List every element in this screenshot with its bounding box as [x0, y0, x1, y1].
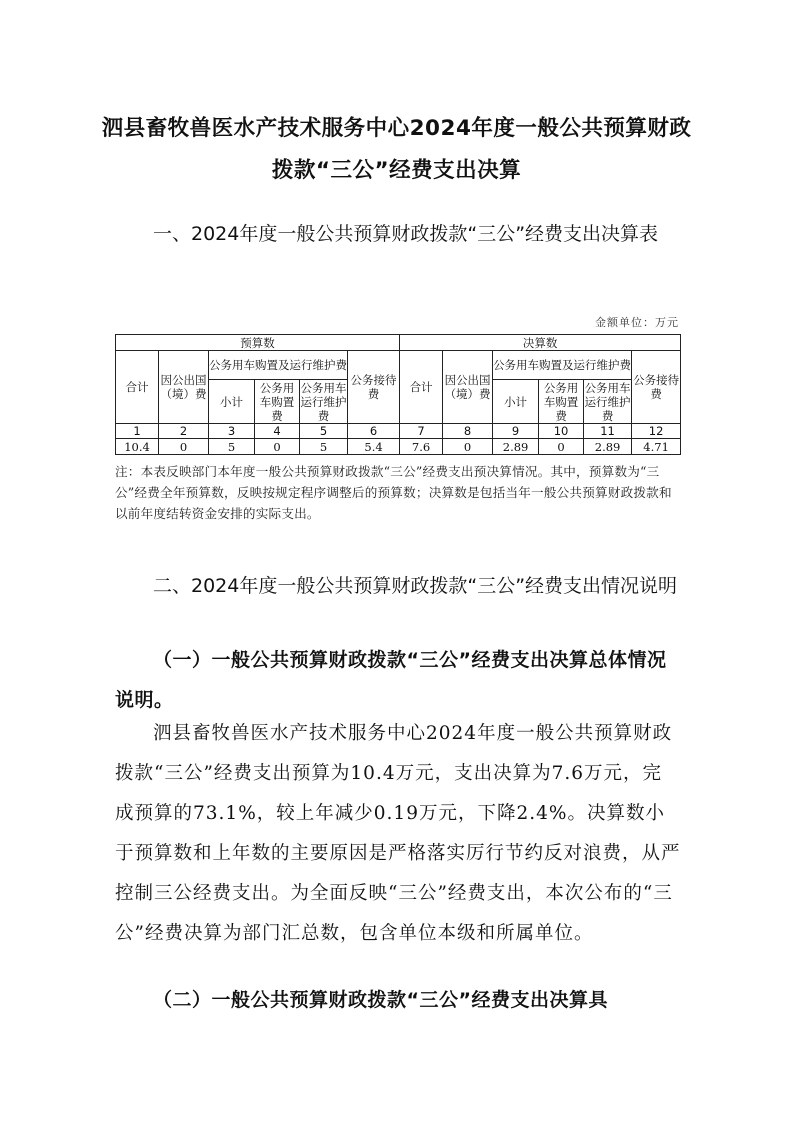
final-car-purchase-value: 0 [539, 439, 584, 455]
final-car-group-header: 公务用车购置及运行维护费 [493, 351, 632, 380]
budget-car-running-value: 5 [300, 439, 348, 455]
subsection1-heading: （一）一般公共预算财政拨款“三公”经费支出决算总体情况说明。 [115, 649, 667, 711]
table-value-row [116, 439, 681, 455]
final-car-running-value: 2.89 [584, 439, 632, 455]
budget-abroad-value: 0 [159, 439, 209, 455]
budget-total-header: 合计 [116, 351, 159, 424]
document-title: 泗县畜牧兽医水产技术服务中心2024年度一般公共预算财政拨款“三公”经费支出决算 [101, 116, 692, 183]
subsection2-heading: （二）一般公共预算财政拨款“三公”经费支出决算具 [153, 989, 608, 1011]
budget-reception-value: 5.4 [348, 439, 400, 455]
budget-subtotal-header: 小计 [209, 380, 255, 424]
table-note: 注：本表反映部门本年度一般公共预算财政拨款“三公”经费支出预决算情况。其中，预算数为“三公”经费全年预算数，反映按规定程序调整后的预算数；决算数是包括当年一般公共预算财政拨款和以前年度结转资金安排的实际支出。 [115, 464, 672, 521]
final-total-value: 7.6 [400, 439, 443, 455]
column-number: 7 [400, 424, 443, 439]
budget-car-purchase-header: 公务用车购置费 [255, 380, 300, 424]
final-car-purchase-header: 公务用车购置费 [539, 380, 584, 424]
final-car-running-header: 公务用车运行维护费 [584, 380, 631, 423]
final-total-header: 合计 [400, 351, 443, 424]
budget-car-group-header: 公务用车购置及运行维护费 [209, 351, 348, 380]
table-header-row-2 [116, 351, 681, 380]
column-number: 2 [159, 424, 209, 439]
budget-car-purchase-value: 0 [255, 439, 300, 455]
column-number: 5 [300, 424, 348, 439]
budget-car-running-header: 公务用车运行维护费 [300, 380, 347, 423]
column-number: 8 [443, 424, 493, 439]
budget-total-value: 10.4 [116, 439, 159, 455]
section1-heading: 一、2024年度一般公共预算财政拨款“三公”经费支出决算表 [153, 223, 659, 245]
final-group-header: 决算数 [400, 335, 681, 351]
column-number-row [116, 424, 681, 439]
column-number: 12 [632, 424, 681, 439]
column-number: 3 [209, 424, 255, 439]
column-number: 1 [116, 424, 159, 439]
column-number: 10 [539, 424, 584, 439]
final-abroad-header: 因公出国（境）费 [443, 351, 493, 424]
final-car-subtotal-value: 2.89 [493, 439, 539, 455]
section2-heading: 二、2024年度一般公共预算财政拨款“三公”经费支出情况说明 [153, 575, 678, 597]
unit-label: 金额单位：万元 [595, 316, 679, 329]
final-subtotal-header: 小计 [493, 380, 539, 424]
three-expenses-table [115, 334, 681, 455]
column-number: 4 [255, 424, 300, 439]
final-reception-value: 4.71 [632, 439, 681, 455]
budget-reception-header: 公务接待费 [348, 351, 400, 424]
table-header-row-1 [116, 335, 681, 351]
column-number: 6 [348, 424, 400, 439]
column-number: 9 [493, 424, 539, 439]
column-number: 11 [584, 424, 632, 439]
final-reception-header: 公务接待费 [632, 351, 681, 424]
budget-car-subtotal-value: 5 [209, 439, 255, 455]
final-abroad-value: 0 [443, 439, 493, 455]
subsection1-body: 泗县畜牧兽医水产技术服务中心2024年度一般公共预算财政拨款“三公”经费支出预算为10.4万元，支出决算为7.6万元，完成预算的73.1%，较上年减少0.19万元，下降2.4%。决算数小于预算数和上年数的主要原因是严格落实厉行节约反对浪费，从严控制三公经费支出。为全面反映“三公”经费支出，本次公布的“三公”经费决算为部门汇总数，包含单位本级和所属单位。 [115, 723, 681, 944]
budget-group-header: 预算数 [116, 335, 400, 351]
budget-abroad-header: 因公出国（境）费 [159, 351, 209, 424]
